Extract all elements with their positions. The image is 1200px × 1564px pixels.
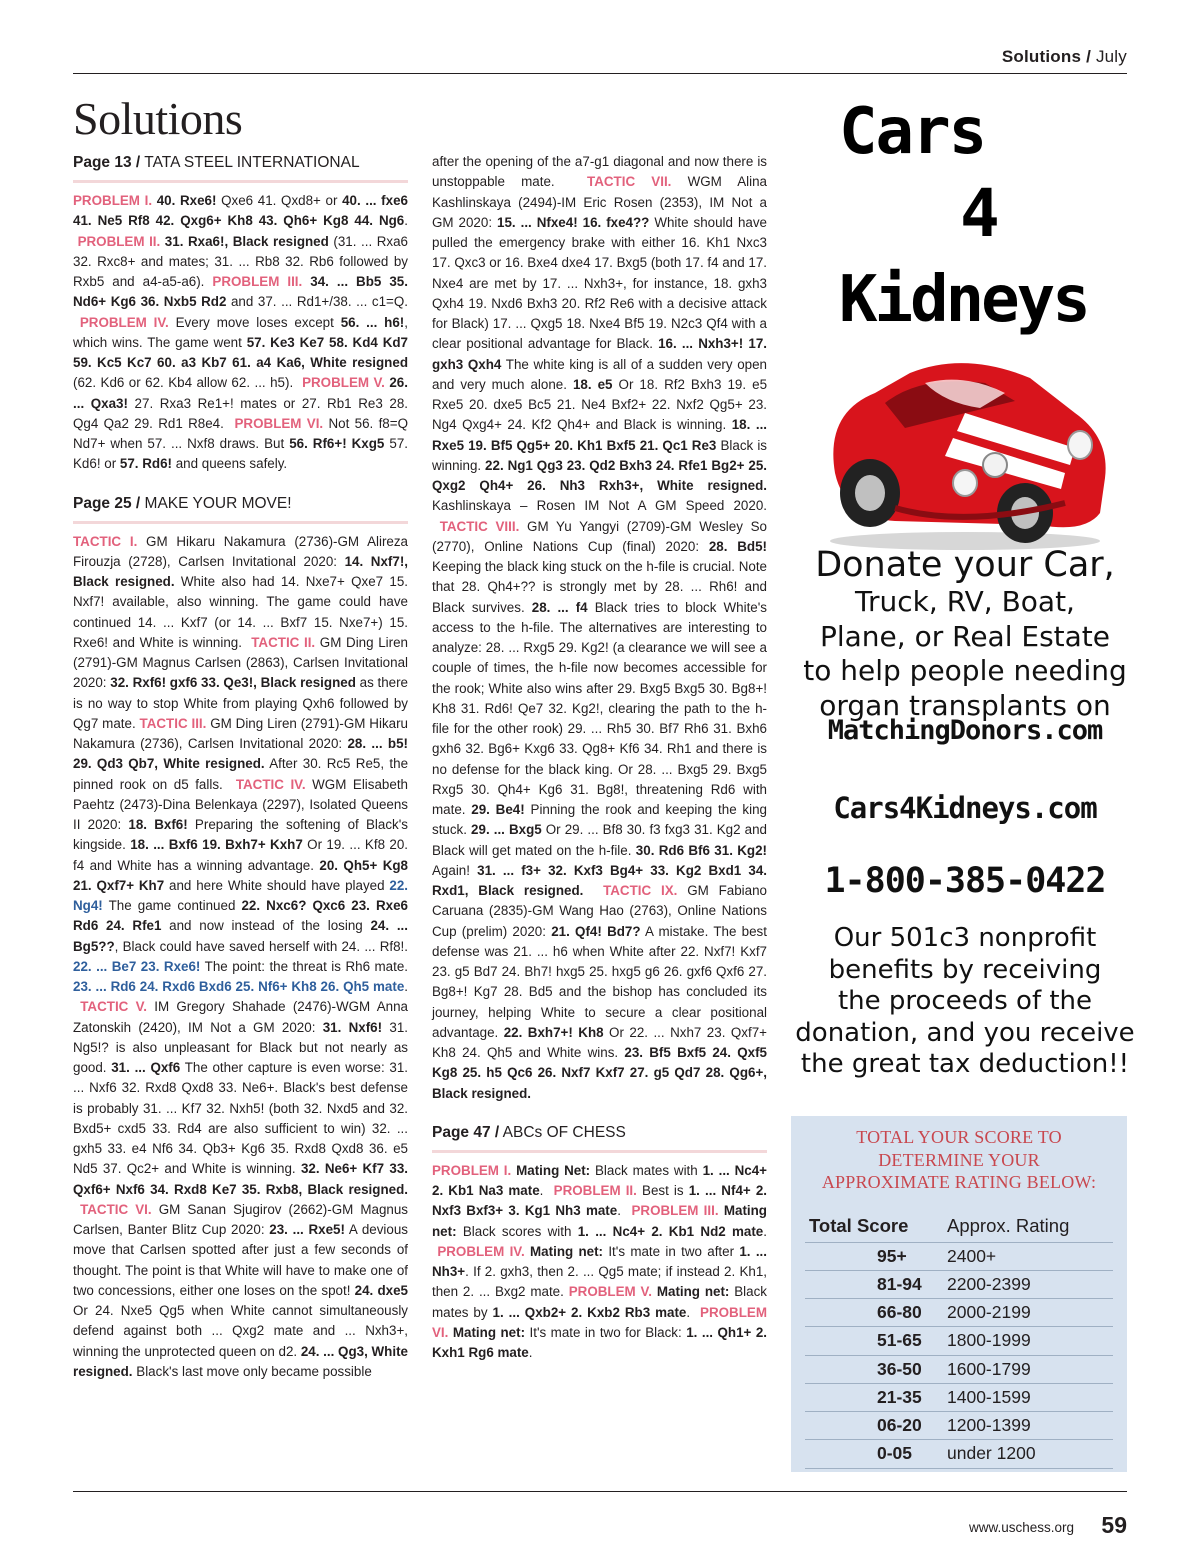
cars-4-kidneys-advertisement — [795, 85, 1135, 1105]
footer-divider — [73, 1491, 1127, 1492]
paragraph-abcs-of-chess: PROBLEM I. Mating Net: Black mates with 1. ... Nc4+ 2. Kb1 Na3 mate. PROBLEM II. Best is 1. ... Nf4+ 2. Nxf3 Bxf3+ 3. Kg1 Nh3 mate. PROBLEM III. Mating net: Black scores with 1. ... Nc4+ 2. Kb1 Nd2 mate. PROBLEM IV. Mating net: It's mate in two after 1. ... Nh3+. If 2. gxh3, then 2. ... Qg5 mate; if instead 2. Kh1, then 2. ... Bxg2 mate. PROBLEM V. Mating net: Black mates by 1. ... Qxb2+ 2. Kxb2 Rb3 mate. PROBLEM VI. Mating net: It's mate in two for Black: 1. ... Qh1+ 2. Kxh1 Rg6 mate. — [432, 1162, 767, 1360]
page-header — [73, 44, 1127, 74]
running-head-separator: / — [1086, 47, 1092, 66]
running-head-month: July — [1095, 47, 1127, 66]
table-row: 66-80 2000-2199 — [805, 1299, 1113, 1327]
ad-headline-cars: Cars — [839, 95, 986, 169]
ad-headline-kidneys: Kidneys — [839, 263, 1088, 337]
rating-table-header — [805, 1211, 1113, 1242]
rating-heading: TOTAL YOUR SCORE TO DETERMINE YOUR APPROXIMATE RATING BELOW: — [821, 1127, 1097, 1192]
column-header-total-score: Total Score — [805, 1211, 933, 1242]
table-row: 95+ 2400+ — [805, 1242, 1113, 1270]
section-head-page-13: Page 13 / TATA STEEL INTERNATIONAL — [73, 152, 408, 183]
page-number: 59 — [1101, 1512, 1127, 1538]
table-row: 21-35 1400-1599 — [805, 1383, 1113, 1411]
paragraph-continued: after the opening of the a7-g1 diagonal and now there is unstoppable mate. TACTIC VII. WGM Alina Kashlinskaya (2494)-IM Eric Rosen (2353), IM Not a GM 2020: 15. ... Nfxe4! 16. fxe4?? White should have pulled the emergency brake with either 16. Kh1 Nxc3 17. Qxc3 or 16. Bxe4 dxe4 17. Bxg5 (both 17. f4 and 17. Nxe4 are met by 17. ... Nxh3+, for instance, 18. gxh3 Qxh4 19. Nxd6 Bxh3 20. Rf2 Re6 with a decisive attack for Black) 17. ... Qxg5 18. Nxe4 Bf5 19. N2c3 Qf4 with a clear positional advantage for Black. 16. ... Nxh3+! 17. gxh3 Qxh4 The white king is all of a sudden very open and very much alone. 18. e5 Or 18. Rf2 Bxh3 19. e5 Rxe5 20. dxe5 Bc5 21. Ne4 Bxf2+ 22. Nxf2 Qg5+ 23. Ng4 Qxg4+ 24. Kf2 Qh4+ and Black is winning. 18. ... Rxe5 19. Bf5 Qg5+ 20. Kh1 Bxf5 21. Qc1 Re3 Black is winning. 22. Ng1 Qg3 23. Qd2 Bxh3 24. Rfe1 Bg2+ 25. Qxg2 Qh4+ 26. Nh3 Rxh3+, White resigned. Kashlinskaya – Rosen IM Not A GM Speed 2020. TACTIC VIII. GM Yu Yangyi (2709)-GM Wesley So (2770), Online Nations Cup (final) 2020: 28. Bd5! Keeping the black king stuck on the h-file is crucial. Note that 28. Qh4+?? is strongly met by 28. ... Rh6! and Black survives. 28. ... f4 Black tries to block White's access to the h-file. The alternatives are interesting to analyze: 28. ... Rxg5 29. Kg2! (a clearance we will see a couple of times, the h-file now becomes accessible for the rook; White also wins after 29. Bxg5 Bxg5 30. Bg8+! Kh8 31. Rd6! Qe7 32. Kg2!, clearing the path to the h-file for the other rook) 29. ... Rh5 30. Bf7 Rh6 31. Bxh6 gxh6 32. Bg6+ Kxg6 33. Qg8+ Kf6 34. Rh1 and there is no defense for the black king. Or 28. ... Bxg5 29. Bxg5 Rxg5 30. Qh4+ Kg6 31. Bg8!, threatening Rd6 with mate. 29. Be4! Pinning the rook and keeping the king stuck. 29. ... Bxg5 Or 29. ... Bf8 30. f3 fxg3 31. Kg2 and Black will get mated on the h-file. 30. Rd6 Bf6 31. Kg2! Again! 31. ... f3+ 32. Kxf3 Bg4+ 33. Kg2 Bxd1 34. Rxd1, Black resigned. TACTIC IX. GM Fabiano Caruana (2835)-GM Wang Hao (2763), Online Nations Cup (prelim) 2020: 21. Qf4! Bd7? A mistake. The best defense was 21. ... h6 when White after 22. Nxf7! Kxf7 23. g5 Bd7 24. Bh7! hxg5 25. hxg5 g6 26. gxf6 Qxf6 27. Bg8+! Kg7 28. Bd5 and the bishop has concluded its journey, helping White to secure a clear positional advantage. 22. Bxh7+! Kh8 Or 22. ... Nxh7 23. Qxf7+ Kh8 24. Qh5 and White wins. 23. Bf5 Bxf5 24. Qxf5 Kg8 25. h5 Qc6 26. Nxf7 Kxf7 27. g5 Qd7 28. Qg6+, Black resigned. — [432, 154, 768, 1101]
footer-website: www.uschess.org — [968, 1520, 1074, 1535]
running-head-section: Solutions — [1001, 47, 1082, 66]
red-car-illustration — [815, 353, 1115, 553]
column-1 — [73, 152, 408, 1382]
table-row: 81-94 2200-2399 — [805, 1270, 1113, 1298]
column-2 — [432, 152, 767, 1363]
table-row: 51-65 1800-1999 — [805, 1327, 1113, 1355]
rating-score-box — [791, 1116, 1127, 1472]
table-row: 36-50 1600-1799 — [805, 1355, 1113, 1383]
ad-phone-number: 1-800-385-0422 — [824, 861, 1106, 901]
ad-description: Truck, RV, Boat, Plane, or Real Estate to help people needing organ transplants on — [803, 585, 1127, 722]
section-head-page-47: Page 47 / ABCs OF CHESS — [432, 1122, 767, 1153]
paragraph-tata-steel: PROBLEM I. 40. Rxe6! Qxe6 41. Qxd8+ or 40. ... fxe6 41. Ne5 Rf8 42. Qxg6+ Kh8 43. Qh6+ Kg8 44. Ng6. PROBLEM II. 31. Rxa6!, Black resigned (31. ... Rxa6 32. Rxc8+ and mates; 31. ... Rb8 32. Rb6 followed by Rxb5 and a4-a5-a6). PROBLEM III. 34. ... Bb5 35. Nd6+ Kg6 36. Nxb5 Rd2 and 37. ... Rd1+/38. ... c1=Q. PROBLEM IV. Every move loses except 56. ... h6!, which wins. The game went 57. Ke3 Ke7 58. Kd4 Kd7 59. Kc5 Kc7 60. a3 Kb7 61. a4 Ka6, White resigned (62. Kd6 or 62. Kb4 allow 62. ... h5). PROBLEM V. 26. ... Qxa3! 27. Rxa3 Re1+! mates or 27. Rb1 Re3 28. Qg4 Qa2 29. Rd1 R8e4. PROBLEM VI. Not 56. f8=Q Nd7+ when 57. ... Nxf8 draws. But 56. Rf6+! Kxg5 57. Kd6! or 57. Rd6! and queens safely. — [73, 193, 409, 472]
running-head — [1002, 47, 1127, 67]
ad-website-matchingdonors: MatchingDonors.com — [827, 715, 1103, 746]
ad-headline-4: 4 — [960, 175, 1000, 252]
paragraph-make-your-move: TACTIC I. GM Hikaru Nakamura (2736)-GM Alireza Firouzja (2728), Carlsen Invitational 2020: 14. Nxf7!, Black resigned. White also had 14. Nxe7+ Qxe7 15. Nxf7! available, also winning. The game could have continued 14. ... Kxf7 (or 14. ... Bxf7 15. Nxe7+) 15. Rxe6! and White is winning. TACTIC II. GM Ding Liren (2791)-GM Magnus Carlsen (2863), Carlsen Invitational 2020: 32. Rxf6! gxf6 33. Qe3!, Black resigned as there is no way to stop White from playing Qxh6 followed by Qg7 mate. TACTIC III. GM Ding Liren (2791)-GM Hikaru Nakamura (2736), Carlsen Invitational 2020: 28. ... b5! 29. Qd3 Qb7, White resigned. After 30. Rc5 Re5, the pinned rook on d5 falls. TACTIC IV. WGM Elisabeth Paehtz (2473)-Dina Belenkaya (2297), Isolated Queens II 2020: 18. Bxf6! Preparing the softening of Black's kingside. 18. ... Bxf6 19. Bxh7+ Kxh7 Or 19. ... Kf8 20. f4 and White has a winning advantage. 20. Qh5+ Kg8 21. Qxf7+ Kh7 and here White should have played 22. Ng4! The game continued 22. Nxc6? Qxc6 23. Rxe6 Rd6 24. Rfe1 and now instead of the losing 24. ... Bg5??, Black could have saved herself with 24. ... Rf8!. 22. ... Be7 23. Rxe6! The point: the threat is Rh6 mate. 23. ... Rd6 24. Rxd6 Bxd6 25. Nf6+ Kh8 26. Qh5 mate. TACTIC V. IM Gregory Shahade (2476)-WGM Anna Zatonskih (2420), IM Not a GM 2020: 31. Nxf6! 31. Ng5!? is also unpleasant for Black but not nearly as good. 31. ... Qxf6 The other capture is even worse: 31. ... Nxf6 32. Rxd8 Qxd8 33. Ne6+. Black's best defense is probably 31. ... Kf7 32. Nxh5! (both 32. Nxd5 and 32. Bxd5+ cxd5 33. Rd4 are also sufficient to win) 32. ... gxh5 33. e4 Nf6 34. Qb3+ Kg6 35. Rxd8 Qxd8 36. e5 Nd5 37. Qc2+ and White is winning. 32. Ne6+ Kf7 33. Qxf6+ Nxf6 34. Rxd8 Ke7 35. Rxb8, Black resigned. TACTIC VI. GM Sanan Sjugirov (2662)-GM Magnus Carlsen, Banter Blitz Cup 2020: 23. ... Rxe5! A devious move that Carlsen spotted after just a few seconds of thought. The point is that White will have to make one of two concessions, either one loses on the spot! 24. dxe5 Or 24. Nxe5 Qg5 when White cannot simultaneously defend against both ... Qxg2 mate and ... Nxh3+, winning the unprotected queen on d2. 24. ... Qg3, White resigned. Black's last move only became possible — [73, 533, 409, 1379]
table-row: 06-20 1200-1399 — [805, 1412, 1113, 1440]
ad-donate: Donate your Car, — [815, 545, 1115, 585]
ad-website-cars4kidneys: Cars4Kidneys.com — [833, 791, 1097, 825]
column-header-approx-rating: Approx. Rating — [933, 1211, 1113, 1242]
ad-nonprofit-text: Our 501c3 nonprofit benefits by receiving the proceeds of the donation, and you receive the great tax deduction!! — [795, 923, 1135, 1079]
page-title: Solutions — [73, 93, 243, 144]
rating-table — [805, 1211, 1113, 1469]
section-head-page-25: Page 25 / MAKE YOUR MOVE! — [73, 493, 408, 524]
table-row: 0-05 under 1200 — [805, 1440, 1113, 1468]
